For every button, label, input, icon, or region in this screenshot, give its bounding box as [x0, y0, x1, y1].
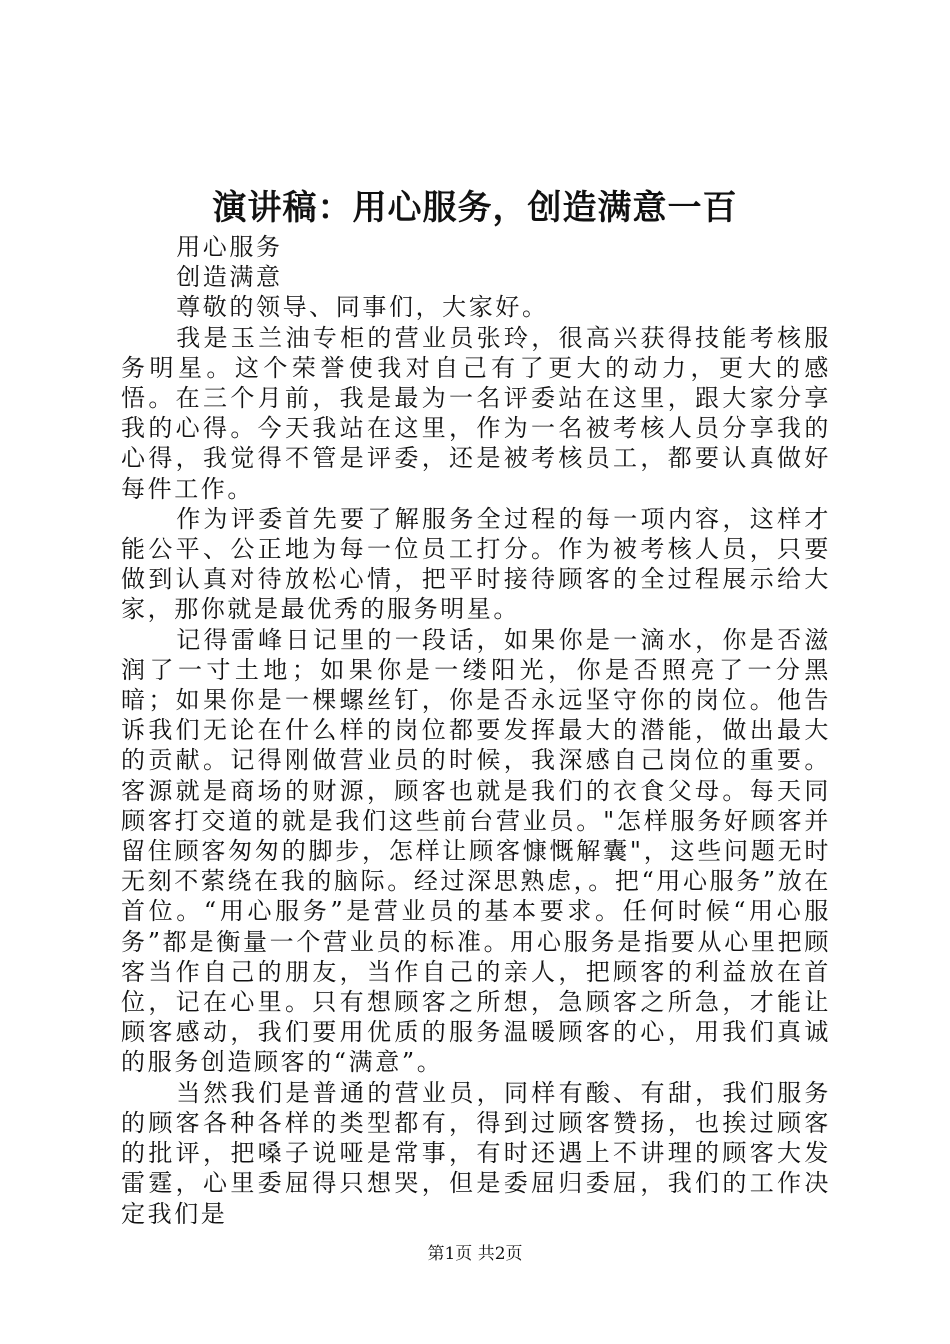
paragraph-subtitle-1: 用心服务: [176, 233, 283, 261]
document-body: [121, 232, 831, 1229]
paragraph-subtitle-2: 创造满意: [176, 263, 283, 292]
paragraph-greeting: 尊敬的领导、同事们，大家好。: [176, 293, 549, 322]
document-title: 演讲稿：用心服务，创造满意一百: [212, 188, 738, 228]
paragraph-introduction: 我是玉兰油专柜的营业员张玲，很高兴获得技能考核服务明星。这个荣誉使我对自己有了更大的动力，更大的感悟。在三个月前，我是最为一名评委站在这里，跟大家分享我的心得。今天我站在这里，作为一名被考核人员分享我的心得，我觉得不管是评委，还是被考核员工，都要认真做好每件工作。: [121, 323, 831, 503]
paragraph-experience: 当然我们是普通的营业员，同样有酸、有甜，我们服务的顾客各种各样的类型都有，得到过顾客赞扬，也挨过顾客的批评，把嗓子说哑是常事，有时还遇上不讲理的顾客大发雷霆，心里委屈得只想哭，但是委屈归委屈，我们的工作决定我们是: [121, 1078, 831, 1228]
paragraph-service: 记得雷峰日记里的一段话，如果你是一滴水，你是否滋润了一寸土地；如果你是一缕阳光，你是否照亮了一分黑暗；如果你是一棵螺丝钉，你是否永远坚守你的岗位。他告诉我们无论在什么样的岗位都要发挥最大的潜能，做出最大的贡献。记得刚做营业员的时候，我深感自己岗位的重要。客源就是商场的财源，顾客也就是我们的衣食父母。每天同顾客打交道的就是我们这些前台营业员。"怎样服务好顾客并留住顾客匆匆的脚步，怎样让顾客慷慨解囊"，这些问题无时无刻不萦绕在我的脑际。经过深思熟虑，。把“用心服务”放在首位。“用心服务”是营业员的基本要求。任何时候“用心服务”都是衡量一个营业员的标准。用心服务是指要从心里把顾客当作自己的朋友，当作自己的亲人，把顾客的利益放在首位，记在心里。只有想顾客之所想，急顾客之所急，才能让顾客感动，我们要用优质的服务温暖顾客的心，用我们真诚的服务创造顾客的“满意”。: [121, 625, 831, 1077]
page-number-footer: 第1页 共2页: [427, 1244, 523, 1264]
paragraph-judging: 作为评委首先要了解服务全过程的每一项内容，这样才能公平、公正地为每一位员工打分。作为被考核人员，只要做到认真对待放松心情，把平时接待顾客的全过程展示给大家，那你就是最优秀的服务明星。: [121, 504, 831, 624]
